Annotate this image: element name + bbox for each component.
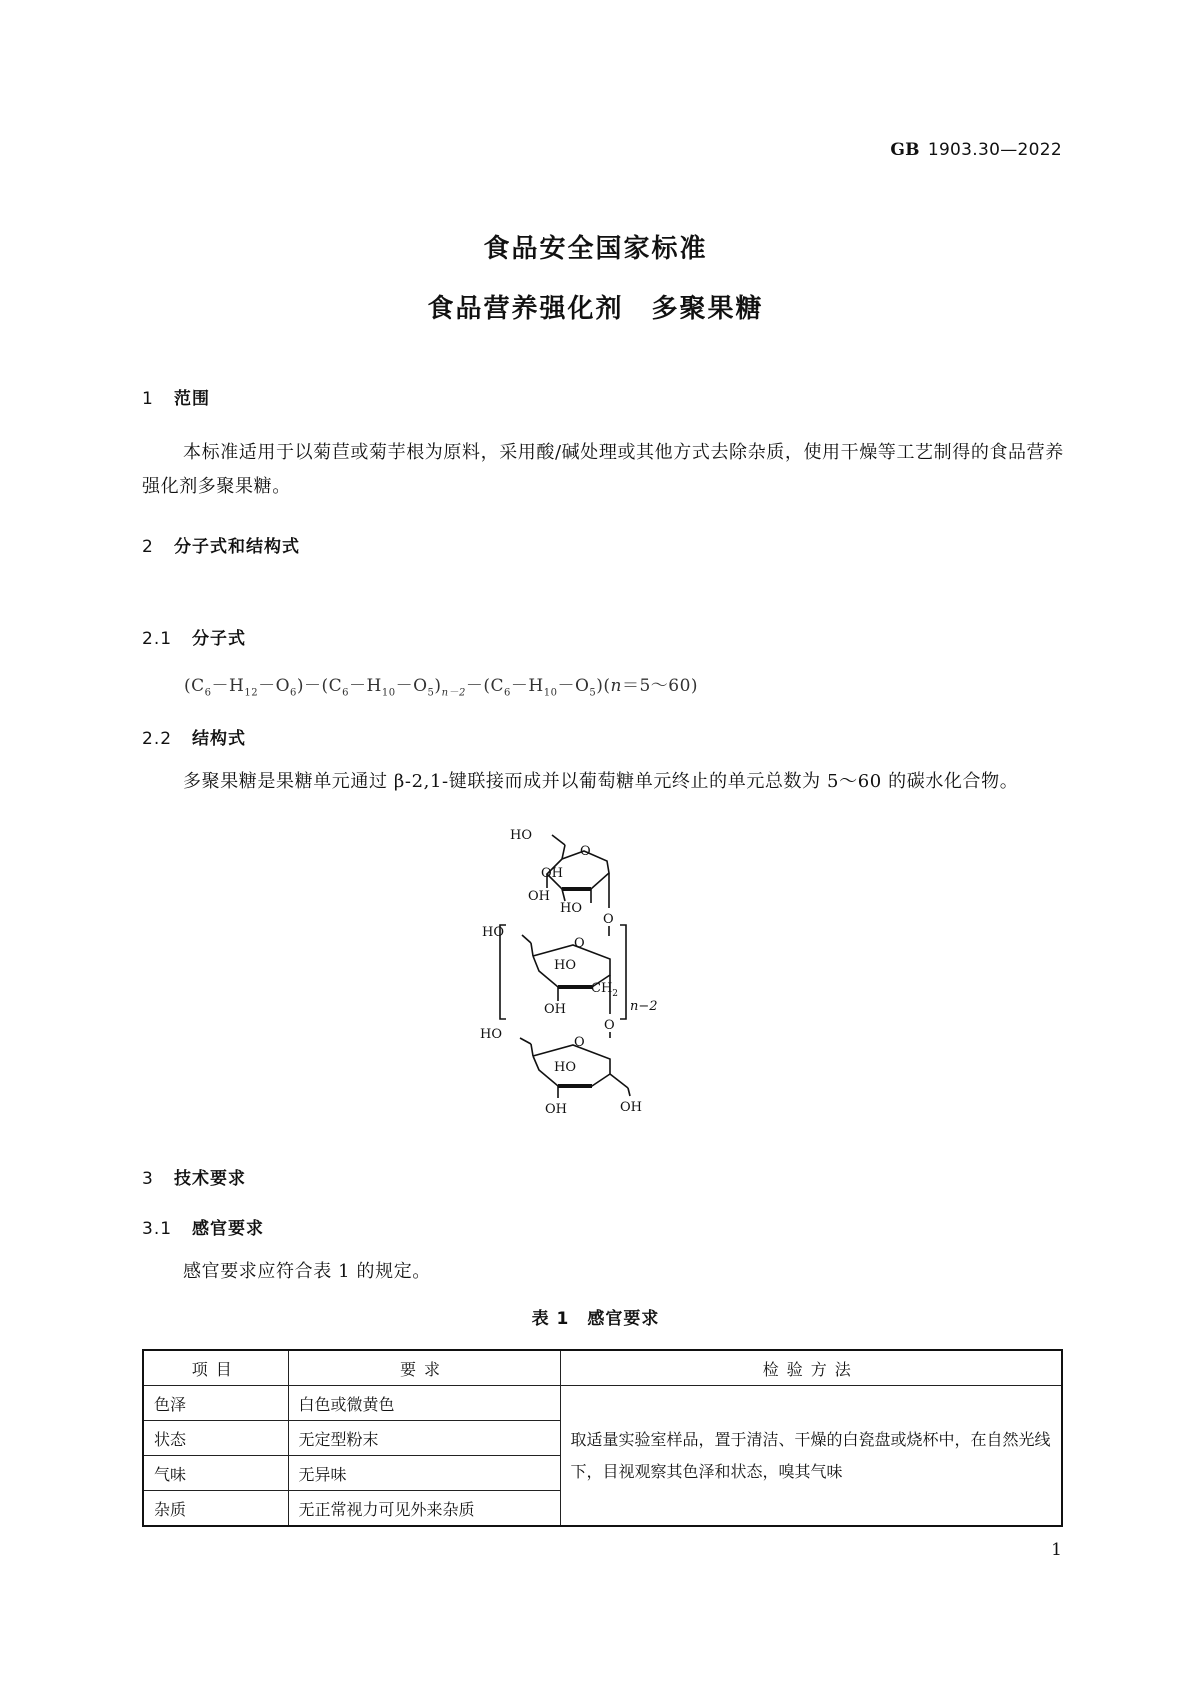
requirement-cell: 白色或微黄色 <box>288 1386 560 1421</box>
sensory-requirements-table <box>142 1349 1063 1527</box>
requirement-cell: 无异味 <box>288 1456 560 1491</box>
section-1-heading <box>142 384 210 409</box>
section-title: 感官要求 <box>192 1219 264 1239</box>
page-title: 食品安全国家标准 <box>483 234 708 264</box>
section-3-1-heading <box>142 1214 264 1239</box>
section-1-body: 本标准适用于以菊苣或菊芋根为原料，采用酸/碱处理或其他方式去除杂质，使用干燥等工艺制得的食品营养强化剂多聚果糖。 <box>142 442 1064 497</box>
label-ho: HO <box>554 1060 576 1075</box>
label-oh: OH <box>545 1102 567 1117</box>
standard-code: 1903.30—2022 <box>927 140 1062 160</box>
requirement-cell: 无正常视力可见外来杂质 <box>288 1491 560 1527</box>
section-3-1-body: 感官要求应符合表 1 的规定。 <box>183 1261 431 1282</box>
label-o: O <box>604 1018 615 1033</box>
section-2-2-heading <box>142 724 246 749</box>
section-3-heading <box>142 1164 246 1189</box>
standard-number <box>890 140 1062 160</box>
column-header: 项目 <box>143 1350 288 1386</box>
page-subtitle: 食品营养强化剂 多聚果糖 <box>427 294 764 324</box>
label-ho: HO <box>560 901 582 916</box>
label-ring-o: O <box>574 1035 585 1050</box>
column-header: 要求 <box>288 1350 560 1386</box>
method-cell: 取适量实验室样品，置于清洁、干燥的白瓷盘或烧杯中，在自然光线下，目视观察其色泽和状态，嗅其气味 <box>560 1386 1062 1527</box>
section-title: 分子式和结构式 <box>174 537 300 557</box>
column-header: 检验方法 <box>560 1350 1062 1386</box>
label-ch2: $CH_2$ <box>591 981 619 999</box>
label-oh: OH <box>541 866 563 881</box>
label-ho: HO <box>482 925 504 940</box>
item-cell: 状态 <box>143 1421 288 1456</box>
requirement-cell: 无定型粉末 <box>288 1421 560 1456</box>
section-title: 分子式 <box>192 629 246 649</box>
label-ring-o: O <box>574 936 585 951</box>
label-oh: OH <box>620 1100 642 1115</box>
label-ring-o: O <box>580 844 591 859</box>
section-title: 技术要求 <box>174 1169 246 1189</box>
section-number: 2 <box>142 537 154 557</box>
section-2-heading <box>142 532 300 557</box>
label-o: O <box>603 912 614 927</box>
label-ho: HO <box>554 958 576 973</box>
molecular-formula: $(C_6-H_{12}-O_6)-(C_6-H_{10}-O_5)_{n-2}-(C_6-H_{10}-O_5)(n=5\sim 60)$ <box>184 676 699 699</box>
section-2-1-heading <box>142 624 246 649</box>
label-oh: OH <box>528 889 550 904</box>
page-number: 1 <box>1051 1540 1062 1560</box>
table-caption: 表 1 感官要求 <box>531 1309 660 1329</box>
section-2-2-body: 多聚果糖是果糖单元通过 β-2,1-键联接而成并以葡萄糖单元终止的单元总数为 5～60 的碳水化合物。 <box>183 771 1019 792</box>
item-cell: 气味 <box>143 1456 288 1491</box>
section-title: 范围 <box>174 389 210 409</box>
section-number: 3.1 <box>142 1219 173 1239</box>
label-ho: HO <box>480 1027 502 1042</box>
table-row <box>143 1386 1062 1421</box>
label-oh: OH <box>544 1002 566 1017</box>
item-cell: 色泽 <box>143 1386 288 1421</box>
standard-prefix: GB <box>890 140 920 160</box>
table-header-row <box>143 1350 1062 1386</box>
item-cell: 杂质 <box>143 1491 288 1527</box>
structural-formula-diagram <box>480 826 720 1126</box>
section-title: 结构式 <box>192 729 246 749</box>
repeat-subscript: n−2 <box>630 999 658 1014</box>
section-number: 2.2 <box>142 729 173 749</box>
section-number: 1 <box>142 389 154 409</box>
section-number: 3 <box>142 1169 154 1189</box>
section-number: 2.1 <box>142 629 173 649</box>
label-ho: HO <box>510 828 532 843</box>
